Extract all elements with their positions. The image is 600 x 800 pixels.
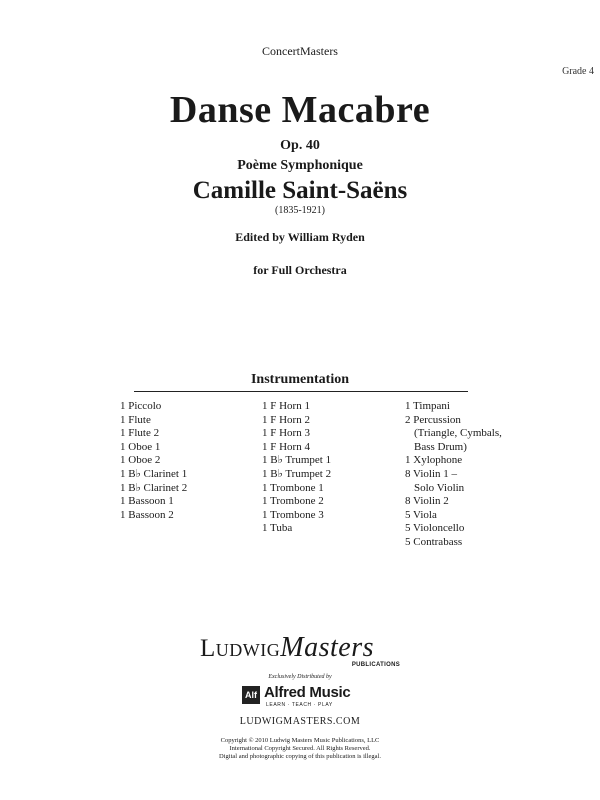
instrument-item: 1 Oboe 1	[120, 440, 161, 453]
instrument-column-woodwinds	[120, 400, 187, 522]
instrument-item: 1 Piccolo	[120, 400, 162, 412]
instrument-item: 1 Oboe 2	[120, 454, 161, 467]
instrumentation-heading: Instrumentation	[250, 372, 349, 387]
instrument-item: Solo Violin	[414, 481, 465, 494]
alfred-badge-icon: Alf	[242, 686, 260, 704]
instrument-item: 1 Trombone 3	[262, 508, 324, 521]
series-name: ConcertMasters	[262, 44, 338, 58]
instrument-item: 5 Contrabass	[405, 535, 463, 548]
instrument-item: 8 Violin 1 –	[405, 467, 458, 480]
instrument-item: 1 B♭ Clarinet 2	[120, 481, 188, 494]
instrument-item: 1 Bassoon 2	[120, 508, 174, 521]
instrument-item: 1 F Horn 2	[262, 413, 310, 426]
copyright-line: Digital and photographic copying of this publication is illegal.	[219, 753, 381, 760]
grade-label: Grade 4	[562, 66, 594, 77]
instrument-item: 1 F Horn 4	[262, 440, 310, 453]
instrument-item: 1 F Horn 3	[262, 427, 310, 440]
logo-masters-text: Masters	[280, 632, 374, 663]
alfred-tagline: LEARN · TEACH · PLAY	[266, 702, 333, 708]
instrument-item: 1 Trombone 2	[262, 495, 324, 508]
composer-name: Camille Saint-Saëns	[192, 177, 408, 204]
instrument-item: (Triangle, Cymbals,	[414, 427, 502, 440]
instrument-item: 1 Flute 2	[120, 427, 160, 440]
instrument-item: 1 B♭ Clarinet 1	[120, 467, 188, 480]
copyright-line: Copyright © 2010 Ludwig Masters Music Publications, LLC	[220, 737, 380, 744]
instrument-item: 1 Flute	[120, 413, 151, 426]
copyright-notice	[0, 737, 600, 761]
opus-number: Op. 40	[280, 138, 320, 153]
logo-publications-text: PUBLICATIONS	[351, 662, 400, 668]
instrument-item: 1 Timpani	[405, 400, 450, 412]
composer-dates: (1835-1921)	[275, 205, 325, 216]
piece-title: Danse Macabre	[169, 89, 431, 131]
instrument-column-percussion-strings	[405, 400, 502, 550]
instrument-item: 1 Trombone 1	[262, 481, 324, 494]
instrument-item: 8 Violin 2	[405, 495, 449, 508]
instrument-item: 1 F Horn 1	[262, 400, 310, 412]
instrument-item: 1 Tuba	[262, 522, 293, 535]
publisher-website: LUDWIGMASTERS.COM	[239, 716, 361, 727]
editor-credit: Edited by William Ryden	[235, 230, 365, 244]
logo-ludwig-text: Ludwig	[200, 635, 281, 662]
instrument-item: 2 Percussion	[405, 413, 461, 426]
instrument-item: 1 Xylophone	[405, 454, 463, 467]
distributed-by-text: Exclusively Distributed by	[268, 674, 332, 680]
ludwig-masters-logo	[200, 632, 400, 668]
copyright-line: International Copyright Secured. All Rights Reserved.	[229, 745, 371, 752]
instrument-item: 1 B♭ Trumpet 1	[262, 454, 332, 467]
instrument-item: 1 Bassoon 1	[120, 495, 174, 508]
alfred-name: Alfred Music	[264, 684, 351, 701]
piece-subtitle: Poème Symphonique	[237, 158, 363, 173]
instrumentation-divider	[134, 391, 468, 392]
instrument-column-brass	[262, 400, 331, 536]
instrument-item: 1 B♭ Trumpet 2	[262, 467, 332, 480]
instrument-item: 5 Violoncello	[405, 522, 465, 535]
alfred-music-logo	[242, 684, 362, 710]
instrument-item: 5 Viola	[405, 508, 437, 521]
instrument-item: Bass Drum)	[414, 440, 467, 453]
scoring-line: for Full Orchestra	[253, 263, 347, 277]
